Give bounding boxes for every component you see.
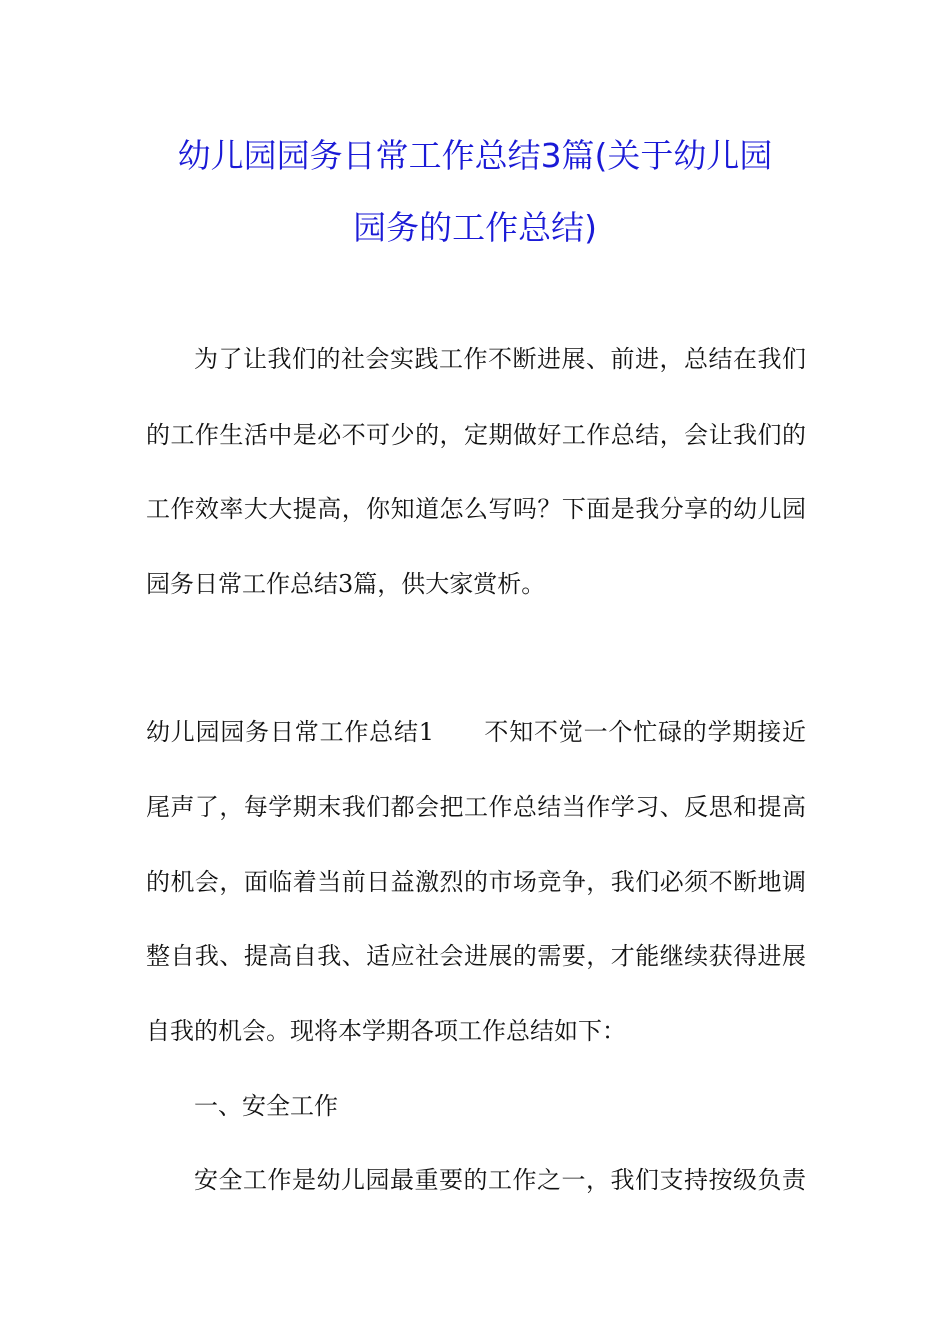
section1-line-4: 整自我、提高自我、适应社会进展的需要，才能继续获得进展 xyxy=(146,942,806,970)
intro-paragraph-line-3: 工作效率大大提高，你知道怎么写吗？下面是我分享的幼儿园 xyxy=(146,495,806,523)
document-title-line-1: 幼儿园园务日常工作总结3篇(关于幼儿园 xyxy=(177,136,773,175)
section1-line-5: 自我的机会。现将本学期各项工作总结如下： xyxy=(146,1017,626,1045)
intro-paragraph-line-4: 园务日常工作总结3篇，供大家赏析。 xyxy=(146,570,546,598)
document-title-line-2: 园务的工作总结) xyxy=(353,208,597,247)
section1-line-1: 幼儿园园务日常工作总结1 不知不觉一个忙碌的学期接近 xyxy=(146,718,806,746)
safety-work-paragraph-line-1: 安全工作是幼儿园最重要的工作之一，我们支持按级负责 xyxy=(194,1166,806,1194)
section1-line-2: 尾声了，每学期末我们都会把工作总结当作学习、反思和提高 xyxy=(146,793,806,821)
safety-work-subheading: 一、安全工作 xyxy=(194,1092,338,1120)
intro-paragraph-line-2: 的工作生活中是必不可少的，定期做好工作总结，会让我们的 xyxy=(146,421,806,449)
section1-line-3: 的机会，面临着当前日益激烈的市场竞争，我们必须不断地调 xyxy=(146,868,806,896)
intro-paragraph-line-1: 为了让我们的社会实践工作不断进展、前进，总结在我们 xyxy=(194,345,806,373)
